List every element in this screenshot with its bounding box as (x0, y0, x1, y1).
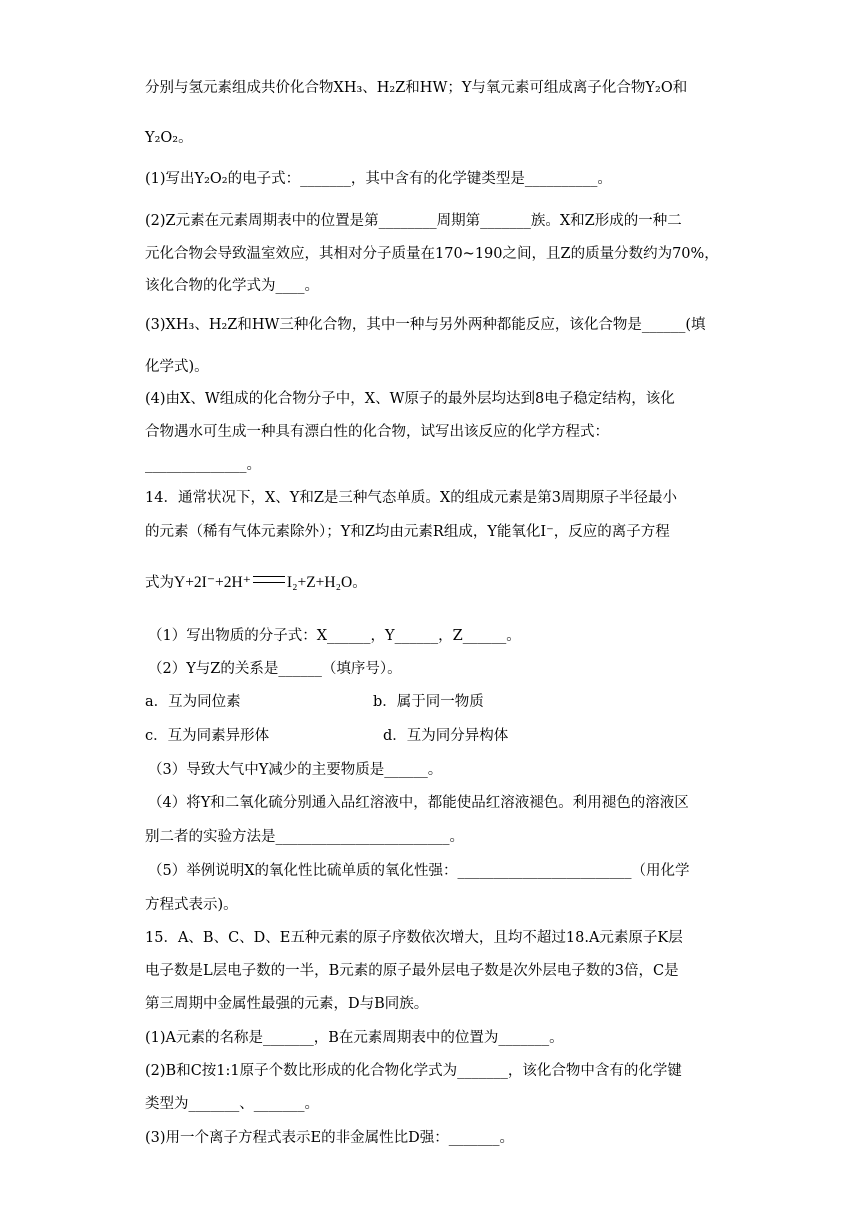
q14-equation-right: I₂+Z+H₂O (286, 574, 353, 591)
q14-part-2: （2）Y与Z的关系是______（填序号）。 (148, 661, 402, 677)
q14-option-b: b．属于同一物质 (373, 694, 484, 710)
q14-part-4-line-2: 别二者的实验方法是________________________。 (145, 829, 464, 845)
q13-part-2-line-2: 元化合物会导致温室效应，其相对分子质量在170~190之间，且Z的质量分数约为70%， (145, 246, 719, 262)
q15-stem-line-3: 第三周期中金属性最强的元素，D与B同族。 (145, 996, 429, 1012)
q14-part-5-line-1: （5）举例说明X的氧化性比硫单质的氧化性强：________________________（用化学 (148, 863, 690, 879)
q15-stem-line-1: 15．A、B、C、D、E五种元素的原子序数依次增大，且均不超过18.A元素原子K层 (145, 930, 683, 946)
q13-part-2-line-3: 该化合物的化学式为____。 (145, 278, 319, 294)
q14-part-4-line-1: （4）将Y和二氧化硫分别通入品红溶液中，都能使品红溶液褪色。利用褪色的溶液区 (148, 795, 689, 811)
q15-part-2-line-1: (2)B和C按1:1原子个数比形成的化合物化学式为_______，该化合物中含有的化学键 (145, 1063, 682, 1079)
q14-stem-line-1: 14．通常状况下，X、Y和Z是三种气态单质。X的组成元素是第3周期原子半径最小 (145, 490, 677, 506)
q13-part-4-line-2: 合物遇水可生成一种具有漂白性的化合物，试写出该反应的化学方程式： (145, 424, 609, 440)
q14-equation-end: 。 (352, 575, 367, 591)
q14-part-1: （1）写出物质的分子式：X______，Y______，Z______。 (148, 628, 521, 644)
q13-intro-line-1: 分别与氢元素组成共价化合物XH₃、H₂Z和HW；Y与氧元素可组成离子化合物Y₂O和 (145, 80, 688, 96)
q13-intro-line-2: Y₂O₂。 (145, 130, 193, 146)
q14-stem-line-2: 的元素（稀有气体元素除外）；Y和Z均由元素R组成，Y能氧化I⁻，反应的离子方程 (145, 524, 670, 540)
q15-part-2-line-2: 类型为_______、_______。 (145, 1096, 319, 1112)
equals-arrow-icon (253, 576, 285, 583)
q15-part-1: (1)A元素的名称是_______，B在元素周期表中的位置为_______。 (145, 1030, 564, 1046)
q13-part-1: (1)写出Y₂O₂的电子式：_______，其中含有的化学键类型是__________。 (145, 171, 612, 187)
q14-part-5-line-2: 方程式表示)。 (145, 897, 238, 913)
q13-part-3-line-2: 化学式)。 (145, 359, 209, 375)
q14-option-c: c．互为同素异形体 (145, 728, 270, 744)
q14-part-3: （3）导致大气中Y减少的主要物质是______。 (148, 762, 443, 778)
q13-part-2-line-1: (2)Z元素在元素周期表中的位置是第________周期第_______族。X和Z形成的一种二 (145, 213, 682, 229)
q14-option-d: d．互为同分异构体 (383, 728, 509, 744)
q14-ionic-equation (145, 573, 367, 593)
q15-stem-line-2: 电子数是L层电子数的一半，B元素的原子最外层电子数是次外层电子数的3倍，C是 (145, 963, 679, 979)
q14-equation-prefix: 式为 (145, 575, 174, 591)
q14-option-a: a．互为同位素 (145, 694, 241, 710)
q13-part-4-line-3: ______________。 (145, 457, 261, 473)
q14-equation-left: Y+2I⁻+2H⁺ (174, 574, 251, 591)
q13-part-3-line-1: (3)XH₃、H₂Z和HW三种化合物，其中一种与另外两种都能反应，该化合物是______(填 (145, 317, 706, 333)
q15-part-3: (3)用一个离子方程式表示E的非金属性比D强：_______。 (145, 1130, 514, 1146)
q13-part-4-line-1: (4)由X、W组成的化合物分子中，X、W原子的最外层均达到8电子稳定结构，该化 (145, 391, 675, 407)
